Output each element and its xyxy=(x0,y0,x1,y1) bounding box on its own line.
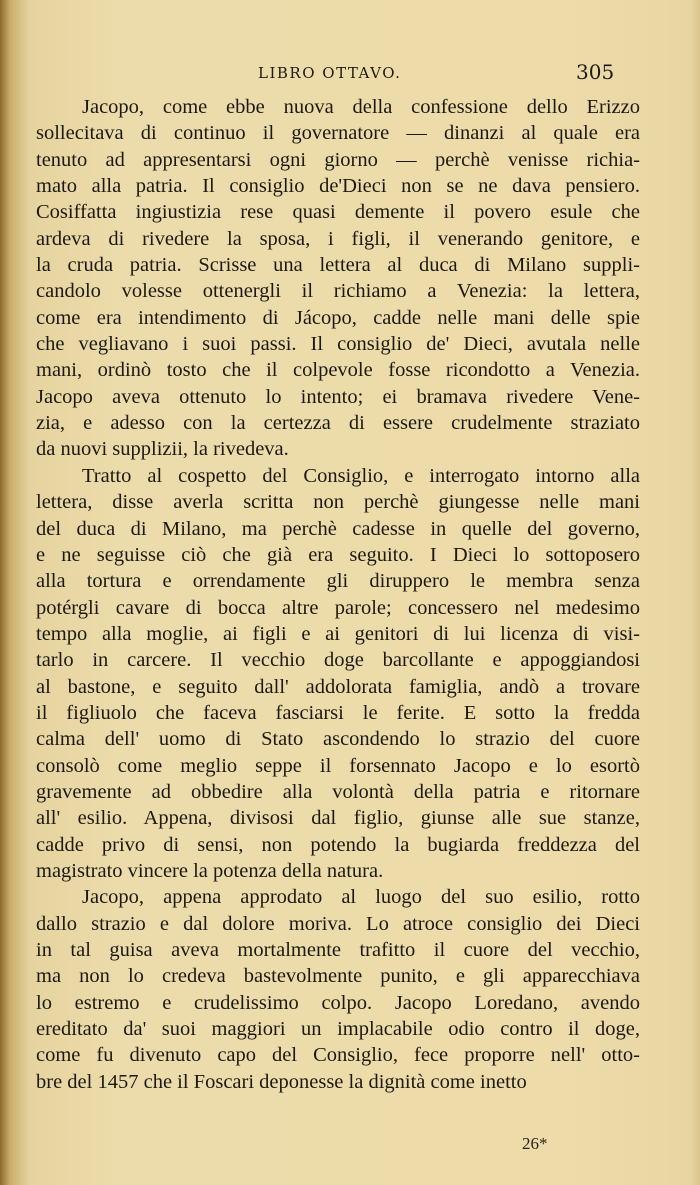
text-line: lo estremo e crudelissimo colpo. Jacopo Loredano, avendo xyxy=(36,991,640,1014)
text-line: in tal guisa aveva mortalmente trafitto il cuore del vecchio, xyxy=(36,939,640,961)
text-line: sollecitava di continuo il governatore — dinanzi al quale era xyxy=(36,122,640,145)
text-line: all' esilio. Appena, divisosi dal figlio, giunse alle sue stanze, xyxy=(36,807,640,830)
text-line: tempo alla moglie, ai figli e ai genitori di lui licenza di visi- xyxy=(36,622,640,645)
paragraph xyxy=(36,884,640,1095)
text-line: calma dell' uomo di Stato ascondendo lo strazio del cuore xyxy=(36,728,640,751)
text-line: potérgli cavare di bocca altre parole; concessero nel medesimo xyxy=(36,596,640,619)
paragraph xyxy=(36,94,640,463)
text-line: da nuovi supplizii, la rivedeva. xyxy=(36,438,289,461)
text-line: magistrato vincere la potenza della natura. xyxy=(36,859,384,882)
text-line: mani, ordinò tosto che il colpevole fosse ricondotto a Venezia. xyxy=(36,359,640,382)
text-line: tarlo in carcere. Il vecchio doge barcollante e appoggiandosi xyxy=(36,649,640,672)
text-line: bre del 1457 che il Foscari deponesse la dignità come inetto xyxy=(36,1070,527,1093)
text-line: come fu divenuto capo del Consiglio, fece proporre nell' otto- xyxy=(36,1044,640,1067)
signature-mark: 26* xyxy=(522,1134,548,1153)
page-header xyxy=(0,58,700,88)
text-line: mato alla patria. Il consiglio de'Dieci non se ne dava pensiero. xyxy=(36,175,640,198)
paragraph xyxy=(36,463,640,885)
text-line: Cosiffatta ingiustizia rese quasi demente il povero esule che xyxy=(36,201,640,224)
text-line: il figliuolo che faceva fasciarsi le ferite. E sotto la fredda xyxy=(36,701,640,724)
text-line: ardeva di rivedere la sposa, i figli, il venerando genitore, e xyxy=(36,227,640,250)
running-head: LIBRO OTTAVO. xyxy=(258,64,402,82)
text-line: ma non lo credeva bastevolmente punito, e gli apparecchiava xyxy=(36,965,640,988)
body-text xyxy=(36,94,640,1095)
page-number: 305 xyxy=(576,60,615,84)
text-line: e ne seguisse ciò che già era seguito. I Dieci lo sottoposero xyxy=(36,543,640,566)
text-line: del duca di Milano, ma perchè cadesse in quelle del governo, xyxy=(36,517,640,540)
text-line: al bastone, e seguito dall' addolorata famiglia, andò a trovare xyxy=(36,675,640,698)
text-line: candolo volesse ottenergli il richiamo a Venezia: la lettera, xyxy=(36,280,640,303)
text-line: come era intendimento di Jácopo, cadde nelle mani delle spie xyxy=(36,306,640,329)
text-line: cadde privo di sensi, non potendo la bugiarda freddezza del xyxy=(36,833,640,856)
text-line: gravemente ad obbedire alla volontà della patria e ritornare xyxy=(36,780,640,803)
text-line: Tratto al cospetto del Consiglio, e interrogato intorno alla xyxy=(82,464,640,487)
text-line: alla tortura e orrendamente gli diruppero le membra senza xyxy=(36,570,640,593)
text-line: tenuto ad appresentarsi ogni giorno — perchè venisse richia- xyxy=(36,148,640,171)
text-line: Jacopo aveva ottenuto lo intento; ei bramava rivedere Vene- xyxy=(36,385,640,408)
text-line: lettera, disse averla scritta non perchè giungesse nelle mani xyxy=(36,491,640,514)
text-line: Jacopo, appena approdato al luogo del suo esilio, rotto xyxy=(82,886,640,909)
text-line: che vegliavano i suoi passi. Il consiglio de' Dieci, avutala nelle xyxy=(36,333,640,356)
text-line: Jacopo, come ebbe nuova della confessione dello Erizzo xyxy=(82,96,640,118)
text-line: consolò come meglio seppe il forsennato Jacopo e lo esortò xyxy=(36,754,640,777)
text-line: dallo strazio e dal dolore moriva. Lo atroce consiglio dei Dieci xyxy=(36,912,640,935)
text-line: la cruda patria. Scrisse una lettera al duca di Milano suppli- xyxy=(36,254,640,277)
text-line: ereditato da' suoi maggiori un implacabile odio contro il doge, xyxy=(36,1018,640,1041)
text-line: zia, e adesso con la certezza di essere crudelmente straziato xyxy=(36,412,640,435)
